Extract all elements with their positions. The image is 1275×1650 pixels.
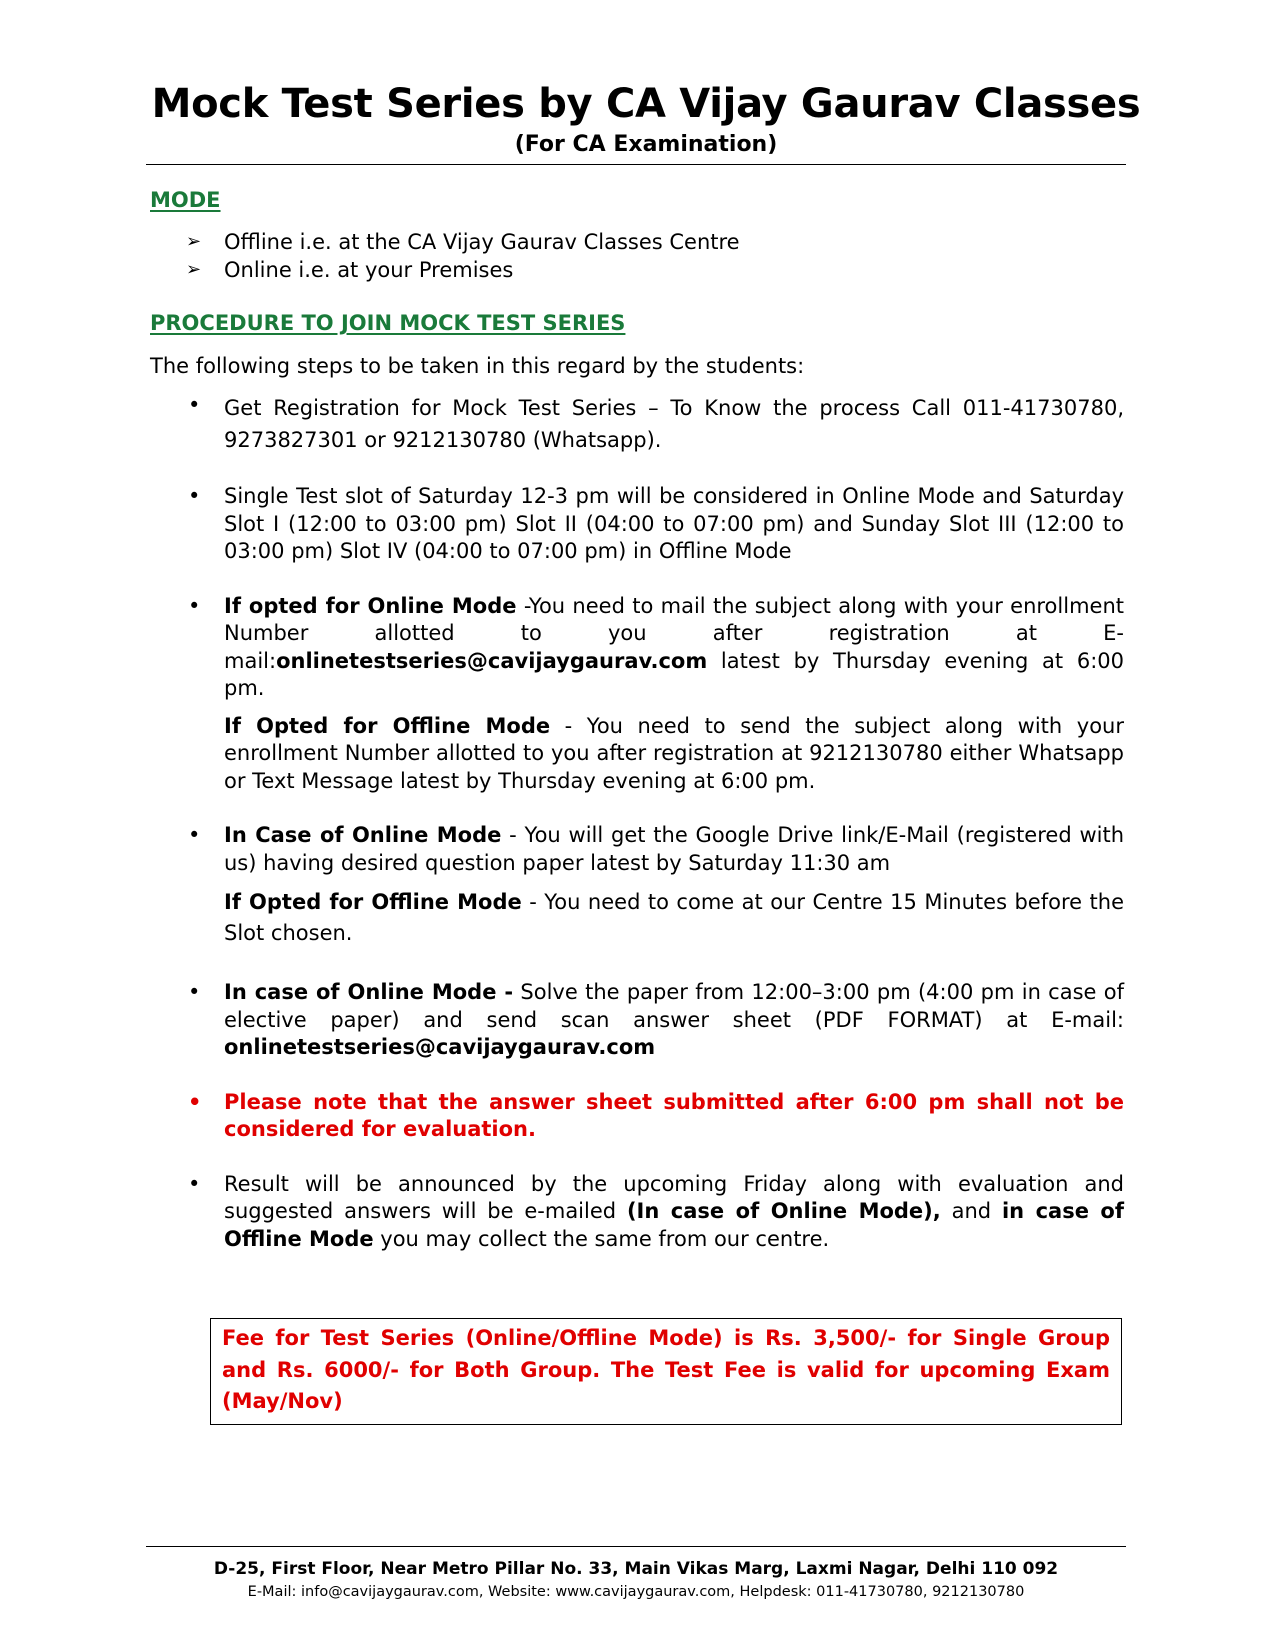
list-item (186, 822, 1124, 949)
procedure-steps (186, 392, 1124, 1253)
step-solve-paper (224, 979, 1124, 1062)
step-registration: Get Registration for Mock Test Series – To Know the process Call 011-41730780, 9273827301 or 9212130780 (Whatsapp). (224, 396, 1124, 452)
online-mode-text: - You will get the Google Drive link/E-Mail (registered with us) having desired question paper latest by Saturday 11:30 am (224, 823, 1124, 875)
result-online-label: (In case of Online Mode), (626, 1199, 941, 1223)
page-title: Mock Test Series by CA Vijay Gaurav Classes (151, 81, 1141, 127)
deadline-warning: Please note that the answer sheet submitted after 6:00 pm shall not be considered for evaluation. (224, 1089, 1124, 1141)
result-text: and (940, 1199, 1002, 1223)
solve-paper-text: Solve the paper from 12:00–3:00 pm (4:00 pm in case of elective paper) and send scan answer sheet (PDF FORMAT) at E-mail: (224, 980, 1125, 1032)
list-item (186, 392, 1124, 456)
fee-notice-box: Fee for Test Series (Online/Offline Mode) is Rs. 3,500/- for Single Group and Rs. 6000/- for Both Group. The Test Fee is valid for upcoming Exam (May/Nov) (210, 1318, 1122, 1425)
list-item (186, 1171, 1124, 1254)
list-item (186, 228, 740, 256)
procedure-heading: PROCEDURE TO JOIN MOCK TEST SERIES (150, 311, 626, 335)
step-subject-offline (224, 713, 1124, 796)
online-mode-label: In case of Online Mode - (224, 980, 514, 1004)
result-offline-label: in case of Offline Mode (224, 1199, 1124, 1251)
result-text: Result will be announced by the upcoming Friday along with evaluation and suggested answers will be e-mailed (224, 1171, 1124, 1223)
bullet-icon: • (188, 823, 201, 847)
footer-address: D-25, First Floor, Near Metro Pillar No. 33, Main Vikas Marg, Laxmi Nagar, Delhi 110 092 (213, 1559, 1059, 1579)
page-subtitle: (For CA Examination) (514, 132, 778, 157)
step-result (224, 1171, 1124, 1254)
footer-divider (146, 1546, 1126, 1547)
procedure-intro: The following steps to be taken in this regard by the students: (150, 354, 805, 378)
step-paper-online (224, 822, 1124, 877)
mode-offline: Offline i.e. at the CA Vijay Gaurav Classes Centre (224, 230, 740, 254)
step-paper-offline (224, 887, 1124, 949)
bullet-icon: • (188, 484, 201, 508)
bullet-icon: • (188, 593, 201, 618)
email-link[interactable]: onlinetestseries@cavijaygaurav.com (224, 1035, 656, 1059)
header-divider (146, 164, 1126, 165)
offline-mode-label: If Opted for Offline Mode (224, 890, 522, 914)
offline-mode-text: - You need to send the subject along with your enrollment Number allotted to you after registration at 9212130780 either Whatsapp or Text Message latest by Thursday evening at 6:00 pm. (224, 713, 1124, 793)
bullet-icon: • (188, 1171, 201, 1196)
step-slots: Single Test slot of Saturday 12-3 pm will be considered in Online Mode and Saturday Slot I (12:00 to 03:00 pm) Slot II (04:00 to 07:00 pm) and Sunday Slot III (12:00 to 03:00 pm) Slot IV (04:00 to 07:00 pm) in Offline Mode (224, 484, 1124, 563)
arrow-bullet-icon: ➢ (186, 259, 202, 280)
offline-mode-text: - You need to come at our Centre 15 Minutes before the Slot chosen. (224, 890, 1124, 945)
email-link[interactable]: onlinetestseries@cavijaygaurav.com (276, 648, 708, 673)
list-item (186, 1089, 1124, 1144)
list-item (186, 979, 1124, 1062)
list-item (186, 593, 1124, 796)
result-text: you may collect the same from our centre. (373, 1226, 830, 1251)
list-item (186, 256, 740, 284)
arrow-bullet-icon: ➢ (186, 231, 202, 252)
mode-heading: MODE (150, 188, 221, 212)
mode-list (186, 228, 740, 284)
online-mode-label: In Case of Online Mode (224, 823, 502, 847)
online-mode-text: -You need to mail the subject along with your enrollment Number allotted to you after registration at E-mail: (224, 593, 1124, 673)
bullet-icon: • (188, 393, 201, 417)
mode-online: Online i.e. at your Premises (224, 258, 514, 282)
footer-contact: E-Mail: info@cavijaygaurav.com, Website: www.cavijaygaurav.com, Helpdesk: 011-41730780, 9212130780 (247, 1584, 1025, 1600)
step-subject-online (224, 593, 1124, 703)
bullet-icon: • (188, 1089, 202, 1114)
bullet-icon: • (188, 980, 201, 1004)
list-item (186, 483, 1124, 566)
offline-mode-label: If Opted for Offline Mode (224, 713, 551, 738)
online-mode-label: If opted for Online Mode (224, 593, 517, 618)
online-mode-deadline: latest by Thursday evening at 6:00 pm. (224, 648, 1124, 700)
